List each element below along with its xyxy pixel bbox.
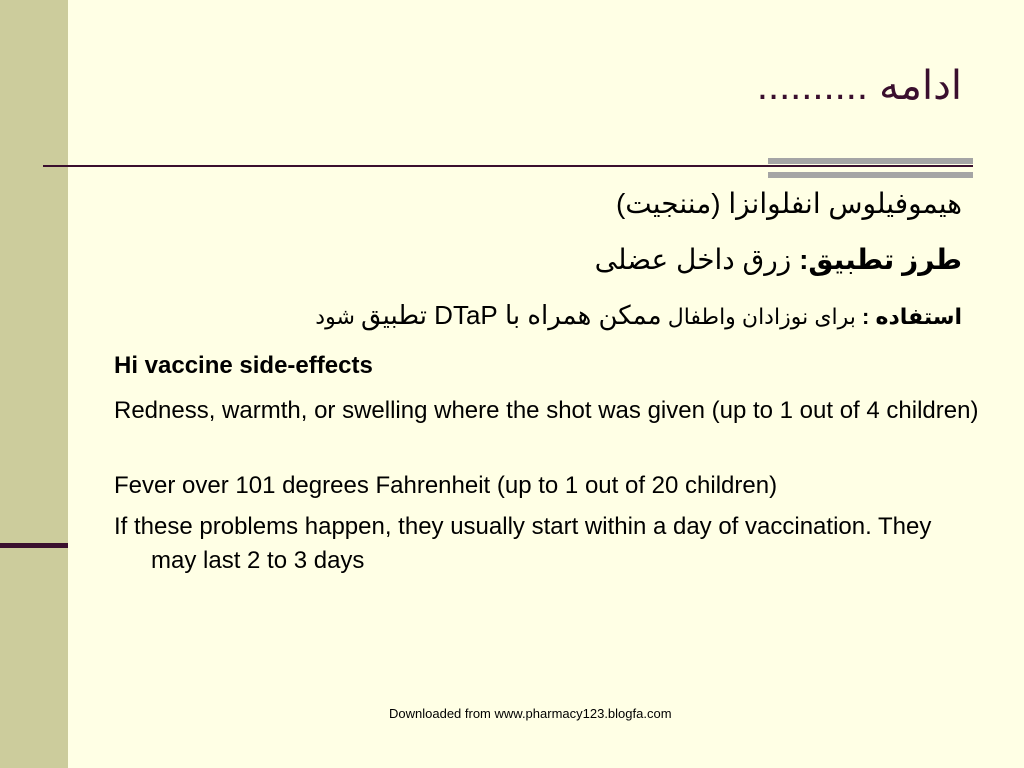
administration-route-value: زرق داخل عضلی <box>594 244 800 275</box>
footer-source: Downloaded from www.pharmacy123.blogfa.com <box>389 706 672 721</box>
usage-label: استفاده : <box>862 304 962 329</box>
side-effect-item-fever: Fever over 101 degrees Fahrenheit (up to 1 out of 20 children) <box>114 472 778 499</box>
slide-title: ادامه .......... <box>756 64 962 108</box>
title-divider-accent <box>768 158 973 178</box>
usage-target-group: برای نوزادان واطفال <box>661 304 863 329</box>
usage-end: شود <box>315 304 361 329</box>
left-decorative-bar <box>0 0 68 768</box>
usage-combination: ممکن همراه با DTaP تطبیق <box>361 300 662 330</box>
left-accent-tick <box>0 543 68 548</box>
accent-stripe-top <box>768 158 973 164</box>
side-effect-item-timing: If these problems happen, they usually start within a day of vaccination. They may last 2 to 3 days <box>114 513 932 574</box>
administration-route-label: طرز تطبیق: <box>799 244 962 275</box>
usage-line <box>315 300 962 331</box>
accent-stripe-bottom <box>768 172 973 178</box>
vaccine-name-line: هیموفیلوس انفلوانزا (مننجیت) <box>615 188 962 219</box>
administration-route-line <box>595 243 962 277</box>
side-effects-heading: Hi vaccine side-effects <box>114 352 373 379</box>
side-effect-item-redness: Redness, warmth, or swelling where the shot was given (up to 1 out of 4 children) <box>114 397 979 424</box>
